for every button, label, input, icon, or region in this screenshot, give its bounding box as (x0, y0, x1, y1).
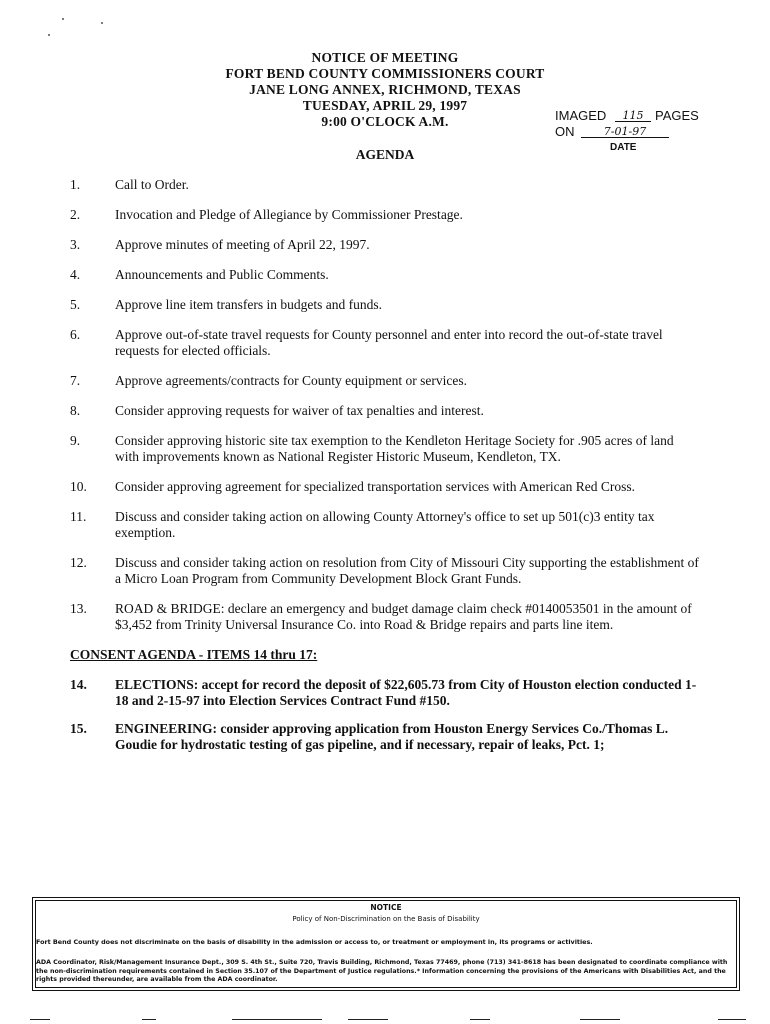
footer-mark (718, 1019, 746, 1020)
item-text: Announcements and Public Comments. (115, 267, 329, 282)
item-number: 4. (70, 267, 81, 282)
consent-item (70, 721, 700, 753)
item-number: 13. (70, 601, 87, 616)
header-line: NOTICE OF MEETING (311, 50, 459, 65)
agenda-item (70, 433, 700, 465)
item-text: Discuss and consider taking action on resolution from City of Missouri City supporting the establishment of a Micro Loan Program from Community Development Block Grant Funds. (115, 555, 699, 586)
agenda-item (70, 373, 700, 389)
item-number: 11. (70, 509, 87, 524)
item-number: 2. (70, 207, 81, 222)
header-line: 9:00 O'CLOCK A.M. (321, 114, 449, 129)
scan-footer-marks (0, 1015, 770, 1024)
agenda-item (70, 237, 700, 253)
item-number: 10. (70, 479, 87, 494)
notice-paragraph: ADA Coordinator, Risk/Management Insurance Dept., 309 S. 4th St., Suite 720, Travis Building, Richmond, Texas 77469, phone (713) 341-8618 has been designated to coordinate compliance with the non-discrimination requirements contained in Section 35.107 of the Department of Justice regulations.* Information concerning the provisions of the Americans with Disabilities Act, and the rights provided thereunder, are available from the ADA coordinator. (36, 959, 728, 983)
date-label: DATE (610, 142, 637, 153)
header-line: JANE LONG ANNEX, RICHMOND, TEXAS (249, 82, 521, 97)
agenda-item (70, 327, 700, 359)
footer-mark (580, 1019, 620, 1020)
item-text: Consider approving agreement for specialized transportation services with American Red Cross. (115, 479, 635, 494)
scan-speck (101, 22, 103, 24)
agenda-item (70, 267, 700, 283)
item-number: 1. (70, 177, 81, 192)
agenda-items (70, 177, 700, 765)
agenda-title: AGENDA (355, 147, 415, 162)
imaged-label: IMAGED (555, 108, 607, 123)
agenda-item (70, 207, 700, 223)
footer-mark (232, 1019, 322, 1020)
notice-subtitle: Policy of Non-Discrimination on the Basis of Disability (292, 915, 480, 923)
pages-count: 115 (615, 108, 651, 122)
footer-mark (30, 1019, 50, 1020)
agenda-item (70, 177, 700, 193)
agenda-item (70, 297, 700, 313)
item-text: ENGINEERING: consider approving application from Houston Energy Services Co./Thomas L. Goudie for hydrostatic testing of gas pipeline, and if necessary, repair of leaks, Pct. 1; (115, 721, 669, 752)
imaged-stamp (555, 108, 725, 153)
footer-mark (470, 1019, 490, 1020)
item-text: Approve out-of-state travel requests for County personnel and enter into record the out-of-state travel requests for elected officials. (115, 327, 663, 358)
agenda-item (70, 509, 700, 541)
consent-agenda-heading: CONSENT AGENDA - ITEMS 14 thru 17: (70, 647, 318, 662)
item-text: ROAD & BRIDGE: declare an emergency and budget damage claim check #0140053501 in the amount of $3,452 from Trinity Universal Insurance Co. into Road & Bridge repairs and parts line item. (115, 601, 692, 632)
imaged-date: 7-01-97 (581, 124, 669, 138)
agenda-item (70, 555, 700, 587)
item-number: 6. (70, 327, 81, 342)
item-text: Consider approving requests for waiver of tax penalties and interest. (115, 403, 484, 418)
scan-speck (62, 18, 64, 20)
item-number: 5. (70, 297, 81, 312)
item-text: Approve line item transfers in budgets and funds. (115, 297, 382, 312)
item-number: 7. (70, 373, 81, 388)
item-number: 3. (70, 237, 81, 252)
item-number: 9. (70, 433, 81, 448)
item-text: Call to Order. (115, 177, 189, 192)
on-label: ON (555, 124, 575, 139)
item-number: 15. (70, 721, 87, 736)
item-text: Consider approving historic site tax exemption to the Kendleton Heritage Society for .905 acres of land with improvements known as National Register Historic Museum, Kendleton, TX. (115, 433, 674, 464)
item-text: Discuss and consider taking action on allowing County Attorney's office to set up 501(c)3 entity tax exemption. (115, 509, 655, 540)
item-text: Invocation and Pledge of Allegiance by Commissioner Prestage. (115, 207, 463, 222)
consent-item (70, 677, 700, 709)
non-discrimination-notice (32, 897, 740, 991)
item-number: 8. (70, 403, 81, 418)
item-text: Approve agreements/contracts for County equipment or services. (115, 373, 468, 388)
pages-label: PAGES (655, 108, 699, 123)
footer-mark (142, 1019, 156, 1020)
notice-paragraph: Fort Bend County does not discriminate on the basis of disability in the admission or access to, or treatment or employment in, its programs or activities. (36, 938, 593, 946)
agenda-item (70, 601, 700, 633)
agenda-item (70, 479, 700, 495)
scan-speck (48, 34, 50, 36)
item-text: Approve minutes of meeting of April 22, 1997. (115, 237, 370, 252)
item-number: 14. (70, 677, 87, 692)
item-number: 12. (70, 555, 87, 570)
header-line: FORT BEND COUNTY COMMISSIONERS COURT (225, 66, 545, 81)
agenda-item (70, 403, 700, 419)
item-text: ELECTIONS: accept for record the deposit of $22,605.73 from City of Houston election conducted 1-18 and 2-15-97 into Election Services Contract Fund #150. (115, 677, 697, 708)
footer-mark (348, 1019, 388, 1020)
header-line: TUESDAY, APRIL 29, 1997 (302, 98, 468, 113)
notice-title: NOTICE (370, 903, 402, 912)
